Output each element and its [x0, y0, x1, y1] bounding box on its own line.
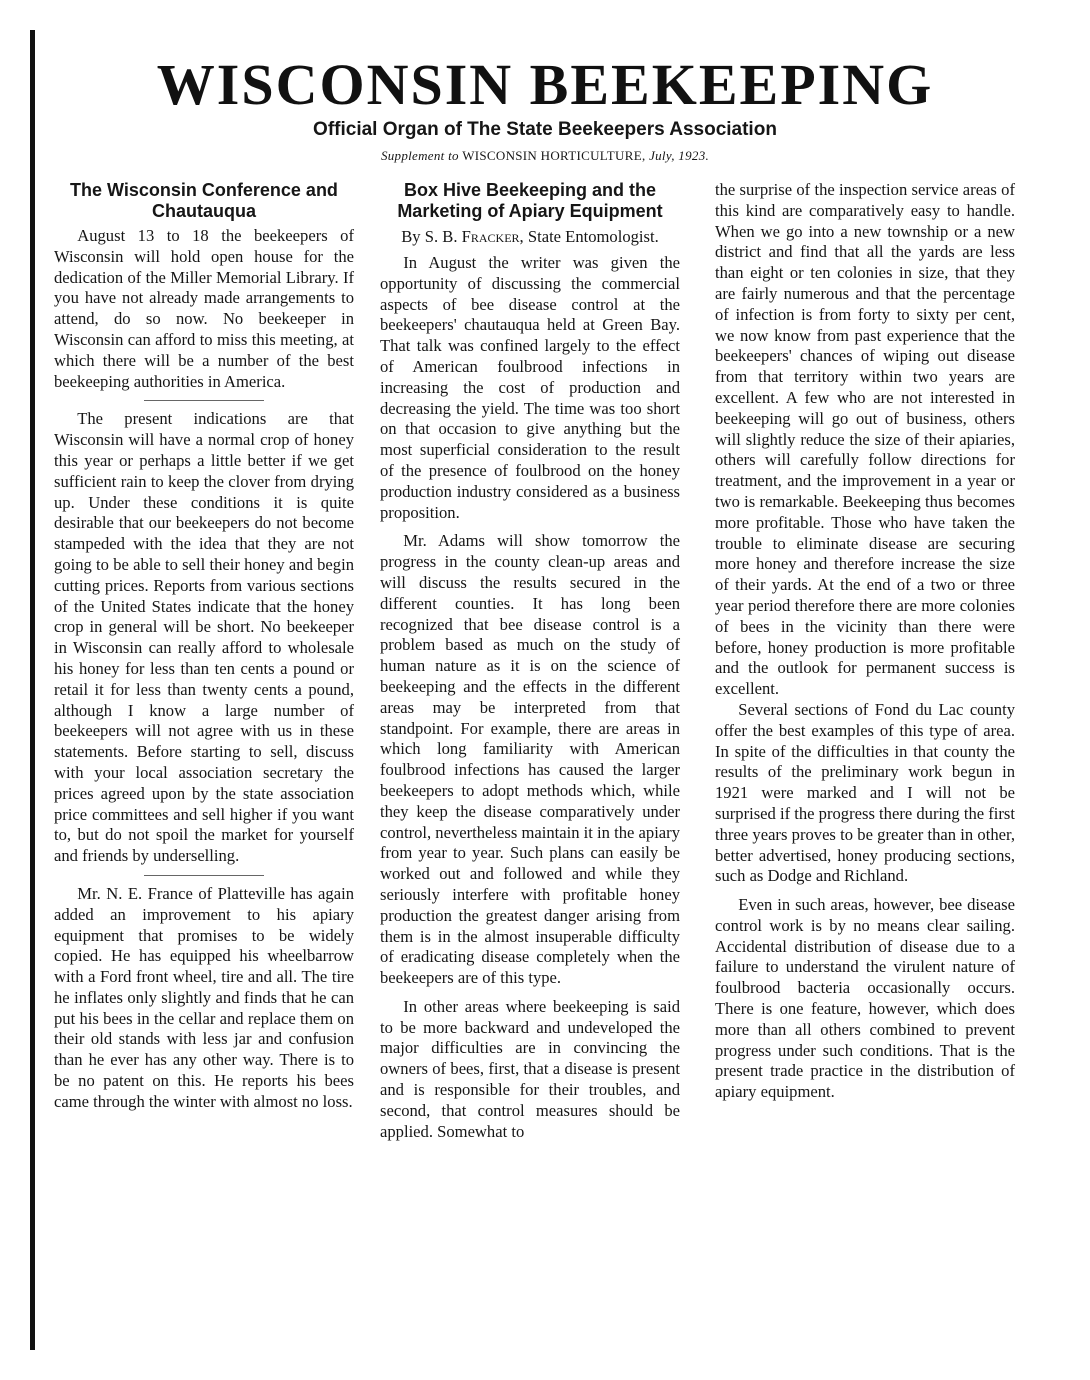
left-margin-rule — [30, 30, 35, 1350]
paragraph: In August the writer was given the opportunity of discussing the commercial aspects of bee disease control at the beekeepers' chautauqua held at Green Bay. That talk was confined largely to the effect of American foulbrood infections in increasing the cost of production and decreasing the yield. The time was too short on that occasion to give anything but the most superficial consideration to the result of the presence of foulbrood on the honey production industry considered as a business proposition. — [380, 253, 680, 522]
column-1 — [54, 180, 354, 1113]
section-divider — [144, 875, 264, 876]
column-2 — [380, 180, 680, 1142]
article-heading-box-hive: Box Hive Beekeeping and the Marketing of Apiary Equipment — [397, 180, 663, 221]
masthead — [40, 54, 1050, 164]
paragraph: the surprise of the inspection service areas of this kind are comparatively easy to handle. When we go into a new township or a new district and find that all the yards are less than eight or ten colonies in size, that they are fairly numerous and that the percentage of infection is from forty to sixty per cent, we now know from past experience that the beekeepers' chances of wiping out disease from that territory within two years are excellent. A few who are not interested in beekeeping will go out of business, others will slightly reduce the size of their apiaries, others will carefully follow directions for treatment, and the improvement in a year or two is remarkable. Beekeeping thus becomes more profitable. Those who have taken the trouble to eliminate disease are securing more honey and therefore increase the size of their yards. At the end of a two or three year period therefore there are more colonies of bees in the vicinity than there were before, honey production is more profitable and the outlook for permanent success is excellent. — [715, 180, 1015, 699]
byline-title: State Entomologist. — [527, 227, 659, 246]
byline — [380, 226, 680, 247]
byline-prefix: By — [401, 227, 421, 246]
byline-author: S. B. Fracker, — [424, 227, 524, 246]
paragraph: The present indications are that Wisconsin will have a normal crop of honey this year or perhaps a little better if we get sufficient rain to keep the clover from drying up. Under these conditions it is quite desirable that our beekeepers do not become stampeded with the idea that they are not going to be able to sell their honey and begin cutting prices. Reports from various sections of the United States indicate that the honey crop in general will be short. No beekeeper in Wisconsin can really afford to wholesale his honey for less than ten cents a pound or retail it for less than twenty cents a pound, although I know a large number of beekeepers will not agree with us in these statements. Before starting to sell, discuss with your local association secretary the prices agreed upon by the state association price committees and sell higher if you want to, but do not spoil the market for yourself and friends by underselling. — [54, 409, 354, 866]
paragraph: Mr. Adams will show tomorrow the progress in the county clean-up areas and will discuss the results secured in the different counties. It has long been recognized that bee disease control is a problem based as much on the study of human nature as it is on the science of beekeeping and the effects in the different areas may be interpreted from that standpoint. For example, there are areas in which long familiarity with American foulbrood infections has caused the larger beekeepers to adopt methods which, while they keep the disease comparatively under control, nevertheless maintain it in the apiary from year to year. Such plans can easily be worked out and followed and while they seriously interfere with profitable honey production the greatest danger arising from them is in the almost insuperable difficulty of eradicating disease completely when the beekeepers are of this type. — [380, 531, 680, 988]
supplement-line — [40, 148, 1050, 164]
supplement-prefix: Supplement to — [380, 148, 459, 163]
paragraph: In other areas where beekeeping is said to be more backward and undeveloped the major difficulties are in convincing the owners of bees, first, that a disease is present and is responsible for their troubles, and second, that control measures should be applied. Somewhat to — [380, 996, 680, 1141]
column-3 — [715, 180, 1015, 1103]
supplement-name: WISCONSIN HORTICULTURE, — [462, 148, 646, 163]
publication-title: WISCONSIN BEEKEEPING — [156, 52, 934, 117]
paragraph: Even in such areas, however, bee disease control work is by no means clear sailing. Accidental distribution of disease due to a failure to understand the virulent nature of foulbrood bacteria occasionally occurs. There is one feature, however, which does more than all others combined to prevent progress under such conditions. That is the present trade practice in the distribution of apiary equipment. — [715, 895, 1015, 1102]
supplement-date: July, 1923. — [649, 148, 710, 163]
paragraph: August 13 to 18 the beekeepers of Wisconsin will hold open house for the dedication of the Miller Memorial Library. If you have not already made arrangements to attend, do so now. No beekeeper in Wisconsin can afford to miss this meeting, at which there will be a number of the best beekeeping authorities in America. — [54, 226, 354, 391]
paragraph: Mr. N. E. France of Platteville has again added an improvement to his apiary equipment that promises to be widely copied. He has equipped his wheelbarrow with a Ford front wheel, tire and all. The tire he inflates only slightly and finds that he can put his bees in the cellar and replace them on their old stands with less jar and confusion than he ever has any other way. There is to be no patent on this. He reports his bees came through the winter with almost no loss. — [54, 883, 354, 1111]
paragraph: Several sections of Fond du Lac county offer the best examples of this type of area. In spite of the difficulties in that county the results of the preliminary work begun in 1921 were marked and I will not be surprised if the progress there during the first three years proves to be greater than in other, better advertised, honey producing sections, such as Dodge and Richland. — [715, 699, 1015, 886]
publication-subtitle: Official Organ of The State Beekeepers Association — [313, 119, 777, 140]
article-heading-conference: The Wisconsin Conference and Chautauqua — [70, 180, 338, 221]
section-divider — [144, 400, 264, 401]
